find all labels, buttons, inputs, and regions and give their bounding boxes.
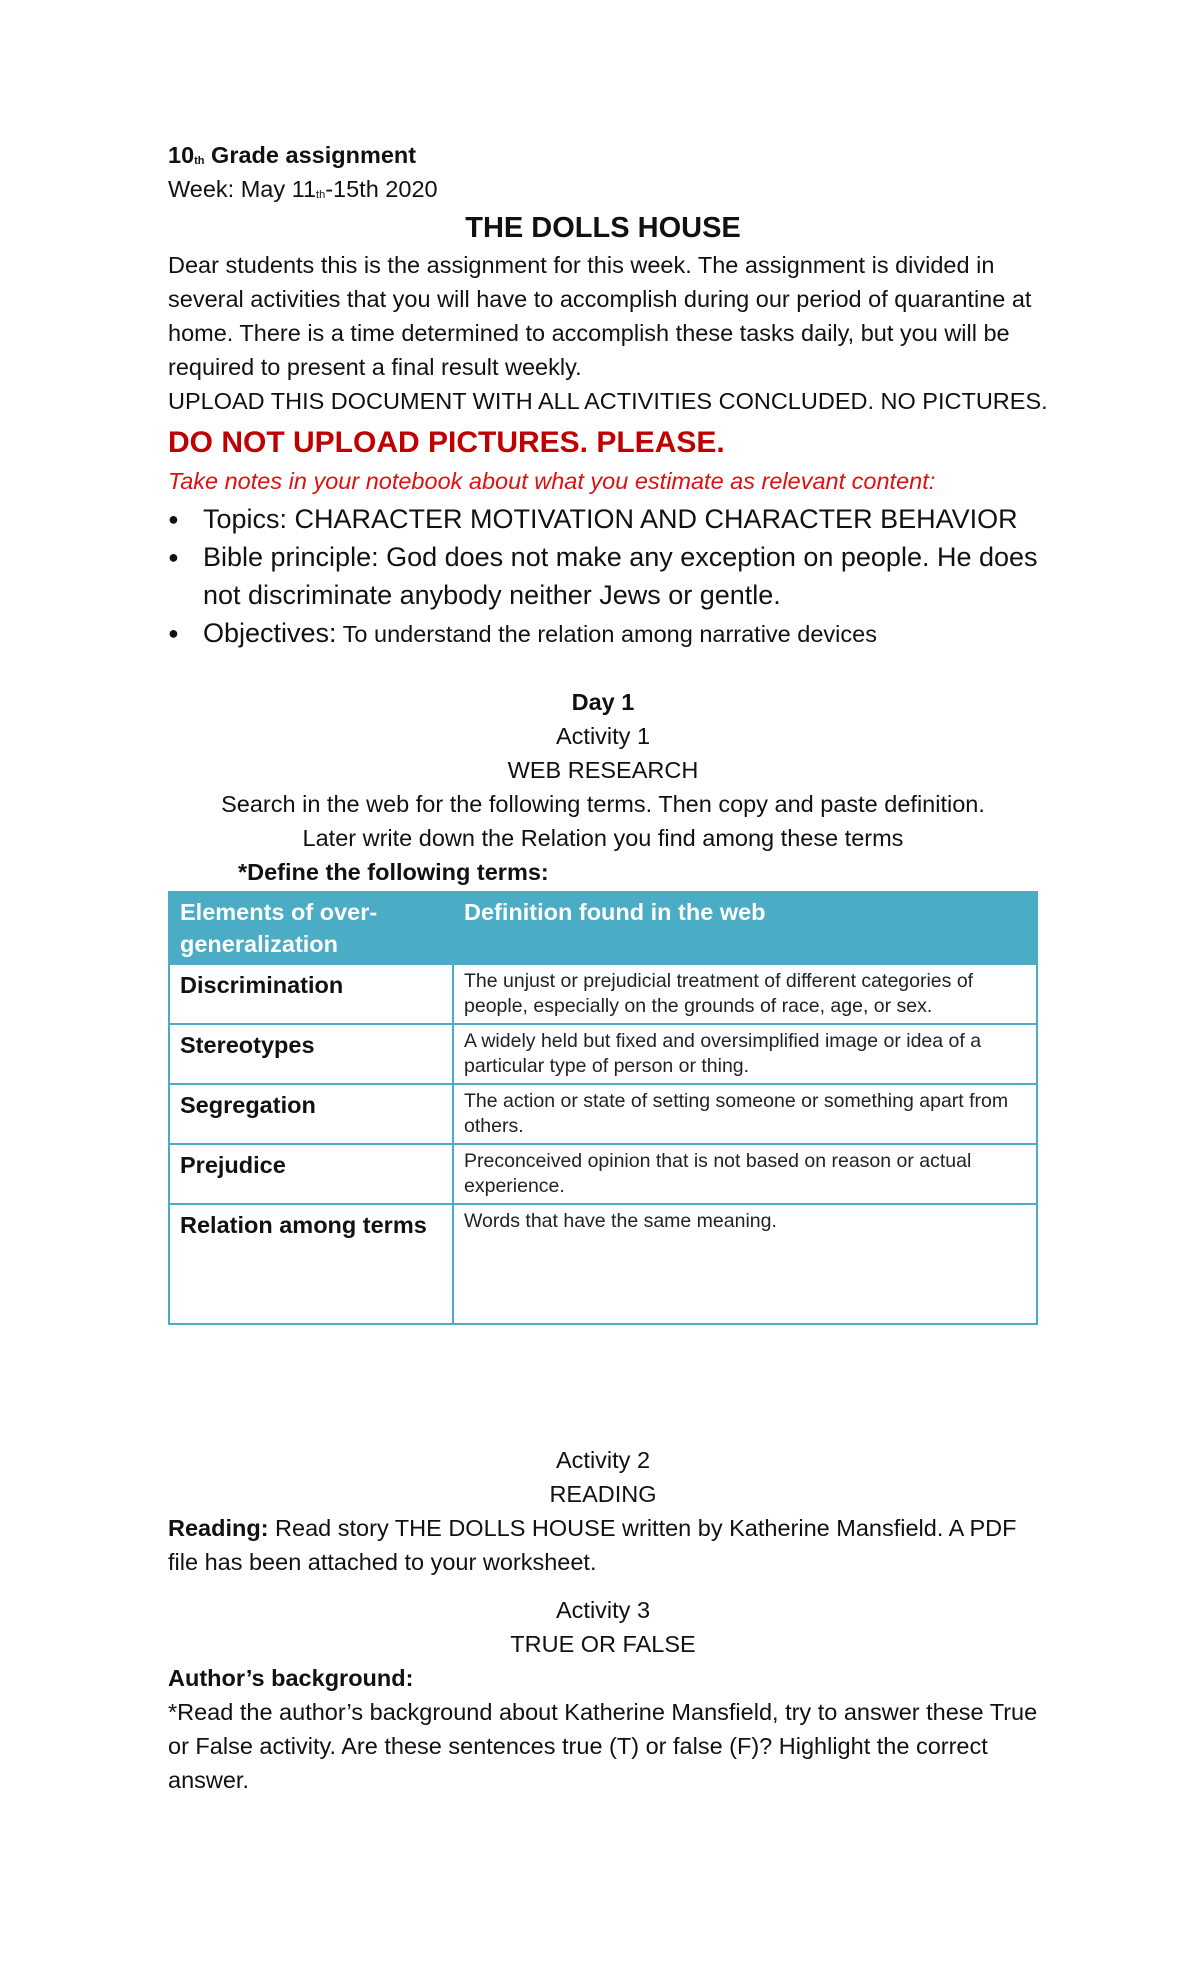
terms-table — [168, 891, 1038, 1325]
objectives-text: To understand the relation among narrative devices — [336, 621, 877, 647]
author-background-label: Author’s background: — [168, 1665, 414, 1691]
table-row — [169, 1144, 1037, 1204]
activity-3-heading: Activity 3 — [555, 1597, 651, 1623]
activity-1-instruction-2: Later write down the Relation you find among these terms — [302, 825, 904, 851]
bullet-list — [168, 500, 1038, 653]
grade-heading — [168, 138, 1038, 172]
definition-cell: A widely held but fixed and oversimplified image or idea of a particular type of person or thing. — [453, 1024, 1037, 1084]
term-cell: Segregation — [169, 1084, 453, 1144]
definition-cell: The unjust or prejudicial treatment of different categories of people, especially on the grounds of race, age, or sex. — [453, 964, 1037, 1024]
document-content — [168, 138, 1048, 1797]
bullet-icon: ● — [168, 547, 179, 567]
grade-number: 10 — [168, 142, 195, 168]
activity-1-instruction-1: Search in the web for the following terms. Then copy and paste definition. — [221, 791, 985, 817]
definition-cell: The action or state of setting someone or something apart from others. — [453, 1084, 1037, 1144]
author-background-text: *Read the author’s background about Katherine Mansfield, try to answer these True or False activity. Are these sentences true (T) or false (F)? Highlight the correct answer. — [168, 1699, 1038, 1793]
column-header-definition: Definition found in the web — [453, 892, 1037, 964]
activity-2-heading: Activity 2 — [555, 1447, 651, 1473]
upload-notice: UPLOAD THIS DOCUMENT WITH ALL ACTIVITIES CONCLUDED. NO PICTURES. — [168, 388, 1048, 414]
topics-text: Topics: CHARACTER MOTIVATION AND CHARACTER BEHAVIOR — [203, 504, 1018, 534]
column-header-elements: Elements of over-generalization — [169, 892, 453, 964]
grade-text: Grade assignment — [204, 142, 417, 168]
term-cell: Discrimination — [169, 964, 453, 1024]
activity-1-heading: Activity 1 — [555, 723, 651, 749]
objectives-label: Objectives: — [203, 618, 337, 648]
list-item — [168, 500, 1038, 538]
intro-paragraph: Dear students this is the assignment for this week. The assignment is divided in several activities that you will have to accomplish during our period of quarantine at home. There is a time determined to accomplish these tasks daily, but you will be required to present a final result weekly. — [168, 252, 1032, 380]
bible-principle-text: Bible principle: God does not make any exception on people. He does not discriminate anybody neither Jews or gentle. — [203, 542, 1038, 610]
definition-cell: Preconceived opinion that is not based on reason or actual experience. — [453, 1144, 1037, 1204]
week-line — [168, 172, 1038, 206]
list-item — [168, 538, 1038, 614]
day-heading: Day 1 — [571, 689, 635, 715]
notes-prompt: Take notes in your notebook about what you estimate as relevant content: — [168, 468, 936, 494]
week-rest: -15th 2020 — [325, 176, 438, 202]
term-cell: Prejudice — [169, 1144, 453, 1204]
reading-paragraph — [168, 1511, 1038, 1579]
define-terms-label: *Define the following terms: — [238, 859, 549, 885]
table-header-row — [169, 892, 1037, 964]
week-prefix: Week: May 11 — [168, 176, 317, 202]
bullet-icon: ● — [168, 623, 179, 643]
activity-3-title: TRUE OR FALSE — [510, 1631, 696, 1657]
definition-cell: Words that have the same meaning. — [453, 1204, 1037, 1324]
grade-superscript: th — [194, 155, 205, 167]
list-item — [168, 614, 1038, 653]
term-cell: Relation among terms — [169, 1204, 453, 1324]
activity-1-title: WEB RESEARCH — [507, 757, 699, 783]
table-row — [169, 1204, 1037, 1324]
term-cell: Stereotypes — [169, 1024, 453, 1084]
reading-label: Reading: — [168, 1515, 269, 1541]
week-superscript: th — [316, 189, 326, 201]
table-row — [169, 1084, 1037, 1144]
bullet-icon: ● — [168, 509, 179, 529]
activity-2-title: READING — [549, 1481, 657, 1507]
reading-text: Read story THE DOLLS HOUSE written by Katherine Mansfield. A PDF file has been attached to your worksheet. — [168, 1515, 1017, 1575]
table-row — [169, 1024, 1037, 1084]
document-title: THE DOLLS HOUSE — [465, 212, 741, 244]
table-row — [169, 964, 1037, 1024]
warning-heading: DO NOT UPLOAD PICTURES. PLEASE. — [168, 426, 725, 459]
